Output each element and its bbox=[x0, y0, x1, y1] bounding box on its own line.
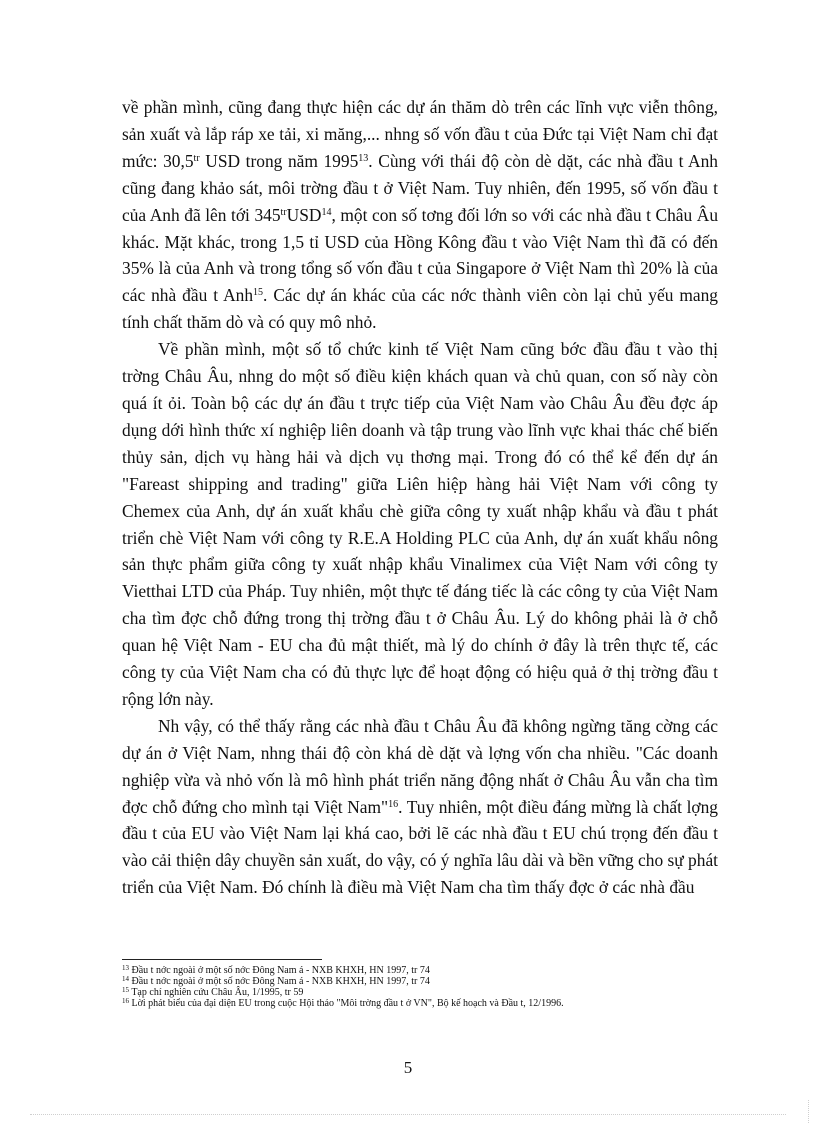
superscript-marker: tr bbox=[280, 206, 287, 218]
text-run: về phần mình, cũng đang thực hiện các dự án thăm dò trên các lĩnh vực viễn thông, sản xuất và lắp ráp xe tải, xi măng,... nhng số vốn đầu t của Đức tại Việt Nam chỉ đạt mức: 30,5 bbox=[122, 97, 718, 171]
footnote-number: 16 bbox=[122, 997, 129, 1005]
superscript-marker: 14 bbox=[321, 206, 332, 218]
footnote-divider bbox=[122, 959, 322, 960]
paragraph-3 bbox=[122, 713, 718, 901]
footnote bbox=[122, 998, 718, 1009]
footnote-text: Đầu t nớc ngoài ở một số nớc Đông Nam á - NXB KHXH, HN 1997, tr 74 bbox=[131, 976, 430, 987]
footnote-text: Đầu t nớc ngoài ở một số nớc Đông Nam á - NXB KHXH, HN 1997, tr 74 bbox=[131, 965, 430, 976]
paragraph-1 bbox=[122, 94, 718, 336]
text-run: USD bbox=[286, 204, 322, 225]
text-run: . Tuy nhiên, một điều đáng mừng là chất lợng đầu t của EU vào Việt Nam lại khá cao, bởi lẽ các nhà đầu t EU chú trọng đến đầu t vào cải thiện dây chuyền sản xuất, do vậy, có ý nghĩa lâu dài và bền vững cho sự phát triển của Việt Nam. Đó chính là điều mà Việt Nam cha tìm thấy đợc ở các nhà đầu bbox=[122, 796, 718, 898]
body-text bbox=[122, 94, 718, 901]
footnote-text: Tạp chí nghiên cứu Châu Âu, 1/1995, tr 59 bbox=[131, 987, 304, 998]
page-edge-dotted-line-vertical bbox=[808, 1100, 809, 1123]
superscript-marker: 13 bbox=[358, 152, 369, 164]
superscript-marker: 15 bbox=[253, 287, 264, 299]
text-run: . Các dự án khác của các nớc thành viên còn lại chủ yếu mang tính chất thăm dò và có quy mô nhỏ. bbox=[122, 285, 718, 333]
footnote bbox=[122, 965, 718, 976]
text-run: Về phần mình, một số tổ chức kinh tế Việt Nam cũng bớc đầu đầu t vào thị trờng Châu Âu, nhng do một số điều kiện khách quan và chủ quan, con số này còn quá ít ỏi. Toàn bộ các dự án đầu t trực tiếp của Việt Nam vào Châu Âu đều đợc áp dụng dới hình thức xí nghiệp liên doanh và tập trung vào lĩnh vực khai thác chế biến thủy sản, dịch vụ hàng hải và dịch vụ thơng mại. Trong đó có thể kể đến dự án "Fareast shipping and trading" giữa Liên hiệp hàng hải Việt Nam với công ty Chemex của Anh, dự án xuất khẩu chè giữa công ty xuất nhập khẩu và đầu t phát triển chè Việt Nam với công ty R.E.A Holding PLC của Anh, dự án xuất khẩu nông sản thực phẩm giữa công ty xuất nhập khẩu Vinalimex của Việt Nam với công ty Vietthai LTD của Pháp. Tuy nhiên, một thực tế đáng tiếc là các công ty của Việt Nam cha tìm đợc chỗ đứng trong thị trờng đầu t ở Châu Âu. Lý do không phải là ở chỗ quan hệ Việt Nam - EU cha đủ mật thiết, mà lý do chính ở đây là trên thực tế, các công ty của Việt Nam cha có đủ thực lực để hoạt động có hiệu quả ở thị trờng đầu t rộng lớn này. bbox=[122, 339, 718, 709]
superscript-marker: 16 bbox=[388, 798, 399, 810]
text-run: USD trong năm 1995 bbox=[199, 150, 359, 171]
footnote bbox=[122, 976, 718, 987]
page-number: 5 bbox=[403, 1058, 413, 1077]
superscript-marker: tr bbox=[193, 152, 200, 164]
page-edge-dotted-line bbox=[30, 1114, 786, 1115]
paragraph-2 bbox=[122, 336, 718, 713]
text-run: , một con số tơng đối lớn so với các nhà đầu t Châu Âu khác. Mặt khác, trong 1,5 tỉ USD của Hồng Kông đầu t vào Việt Nam thì đã có đến 35% là của Anh và trong tổng số vốn đầu t của Singapore ở Việt Nam thì 20% là của các nhà đầu t Anh bbox=[122, 204, 719, 306]
text-run: Nh vậy, có thể thấy rằng các nhà đầu t Châu Âu đã không ngừng tăng cờng các dự án ở Việt Nam, nhng thái độ còn khá dè dặt và lợng vốn cha nhiều. "Các doanh nghiệp vừa và nhỏ vốn là mô hình phát triển năng động nhất ở Châu Âu vẫn cha tìm đợc chỗ đứng cho mình tại Việt Nam" bbox=[122, 715, 718, 817]
footnote-number: 15 bbox=[122, 986, 129, 994]
footnote-number: 13 bbox=[122, 964, 129, 972]
footnotes bbox=[122, 965, 718, 1009]
footnote-text: Lời phát biểu của đại diện EU trong cuộc Hội thảo "Môi trờng đầu t ở VN", Bộ kế hoạch và Đầu t, 12/1996. bbox=[131, 998, 564, 1009]
text-run: . Cùng với thái độ còn dè dặt, các nhà đầu t Anh cũng đang khảo sát, môi trờng đầu t ở Việt Nam. Tuy nhiên, đến 1995, số vốn đầu t của Anh đã lên tới 345 bbox=[122, 150, 718, 225]
footnote-number: 14 bbox=[122, 975, 129, 983]
footnote bbox=[122, 987, 718, 998]
